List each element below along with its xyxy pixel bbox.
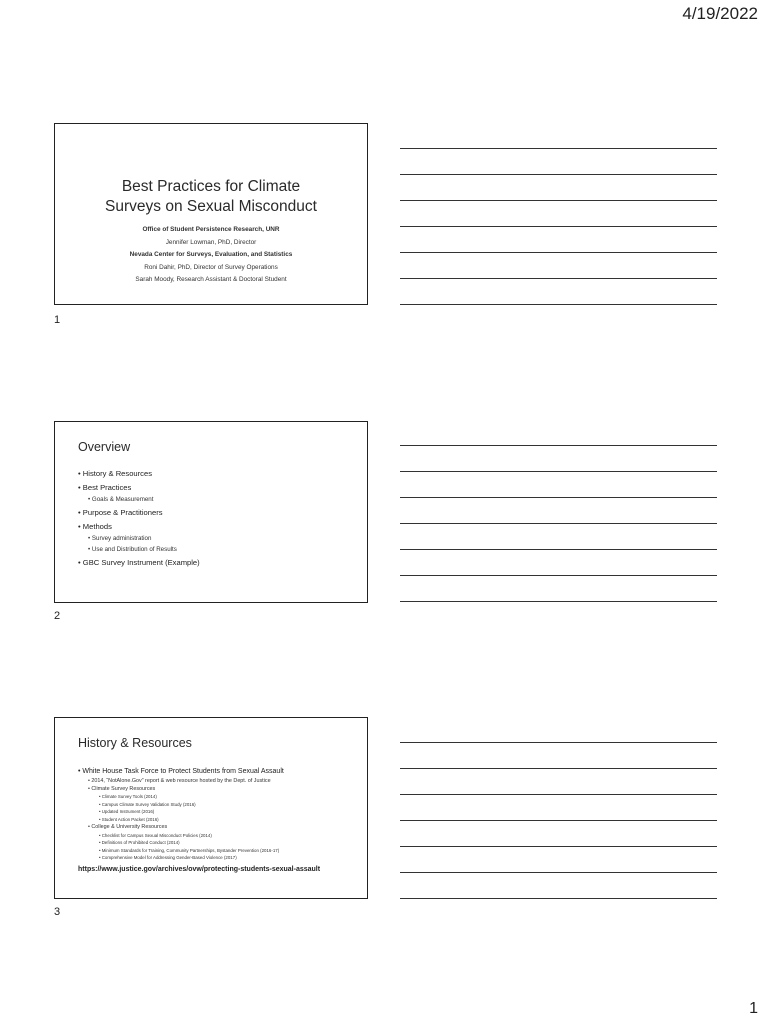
note-line [400, 471, 717, 472]
slide-2-bullets [78, 468, 359, 569]
note-line [400, 820, 717, 821]
credit-line: Sarah Moody, Research Assistant & Doctoral Student [135, 276, 287, 284]
note-line [400, 846, 717, 847]
bullet-item: • White House Task Force to Protect Students from Sexual Assault [78, 768, 284, 775]
sub-sub-bullet-item: • Checklist for Campus Sexual Misconduct Policies (2014) [99, 832, 212, 838]
note-line [400, 742, 717, 743]
sub-sub-bullet-item: • Climate Survey Tools (2014) [99, 794, 157, 800]
note-line [400, 252, 717, 253]
slide-1-title-line-1: Best Practices for Climate [121, 178, 301, 195]
page-number: 1 [749, 1000, 758, 1017]
note-line [400, 794, 717, 795]
slide-1-number: 1 [54, 314, 61, 326]
sub-bullet-item: • College & University Resources [88, 824, 168, 831]
sub-sub-bullet-item: • Definitions of Prohibited Conduct (2014) [99, 840, 180, 846]
slide-3-bullets [78, 767, 359, 876]
slide-2-number: 2 [54, 610, 61, 622]
slide-2 [54, 421, 368, 603]
bullet-item: • Best Practices [78, 483, 132, 492]
note-line [400, 575, 717, 576]
note-line [400, 523, 717, 524]
note-line [400, 601, 717, 602]
slide-2-title: Overview [78, 440, 131, 454]
sub-sub-bullet-item: • Comprehensive Model for Addressing Gender-Based Violence (2017) [99, 855, 237, 861]
sub-bullet-item: • 2014, “NotAlone.Gov” report & web resource hosted by the Dept. of Justice [88, 777, 271, 784]
slide-1-credits [55, 224, 367, 287]
bullet-item: • History & Resources [78, 469, 152, 478]
note-line [400, 278, 717, 279]
slide-1 [54, 123, 368, 305]
note-line [400, 549, 717, 550]
bullet-item: • GBC Survey Instrument (Example) [78, 558, 200, 567]
credit-line: Nevada Center for Surveys, Evaluation, and Statistics [129, 251, 293, 259]
note-line [400, 174, 717, 175]
note-line [400, 226, 717, 227]
bullet-item: • Methods [78, 522, 112, 531]
note-line [400, 872, 717, 873]
resource-link[interactable]: https://www.justice.gov/archives/ovw/protecting-students-sexual-assault [78, 865, 321, 873]
print-date: 4/19/2022 [682, 4, 758, 23]
note-line [400, 898, 717, 899]
credit-line: Roni Dahir, PhD, Director of Survey Operations [144, 263, 278, 271]
slide-3 [54, 717, 368, 899]
note-line [400, 445, 717, 446]
slide-1-title [55, 177, 367, 217]
sub-sub-bullet-item: • Updated Instrument (2016) [99, 809, 155, 815]
sub-sub-bullet-item: • Student Action Packet (2016) [99, 816, 159, 822]
note-line [400, 304, 717, 305]
credit-line: Jennifer Lowman, PhD, Director [165, 238, 257, 246]
sub-bullet-item: • Goals & Measurement [88, 496, 154, 503]
slide-3-title: History & Resources [78, 736, 192, 750]
note-line [400, 200, 717, 201]
sub-sub-bullet-item: • Campus Climate Survey Validation Study (2016) [99, 801, 196, 807]
slide-3-number: 3 [54, 906, 61, 918]
note-line [400, 148, 717, 149]
bullet-item: • Purpose & Practitioners [78, 508, 163, 517]
sub-bullet-item: • Use and Distribution of Results [88, 546, 177, 553]
sub-sub-bullet-item: • Minimum Standards for Training, Community Partnerships, Bystander Prevention (2016-17) [99, 847, 280, 853]
credit-line: Office of Student Persistence Research, UNR [142, 226, 280, 233]
sub-bullet-item: • Survey administration [88, 535, 152, 542]
note-line [400, 497, 717, 498]
slide-1-title-line-2: Surveys on Sexual Misconduct [105, 198, 317, 215]
sub-bullet-item: • Climate Survey Resources [88, 785, 156, 792]
note-line [400, 768, 717, 769]
